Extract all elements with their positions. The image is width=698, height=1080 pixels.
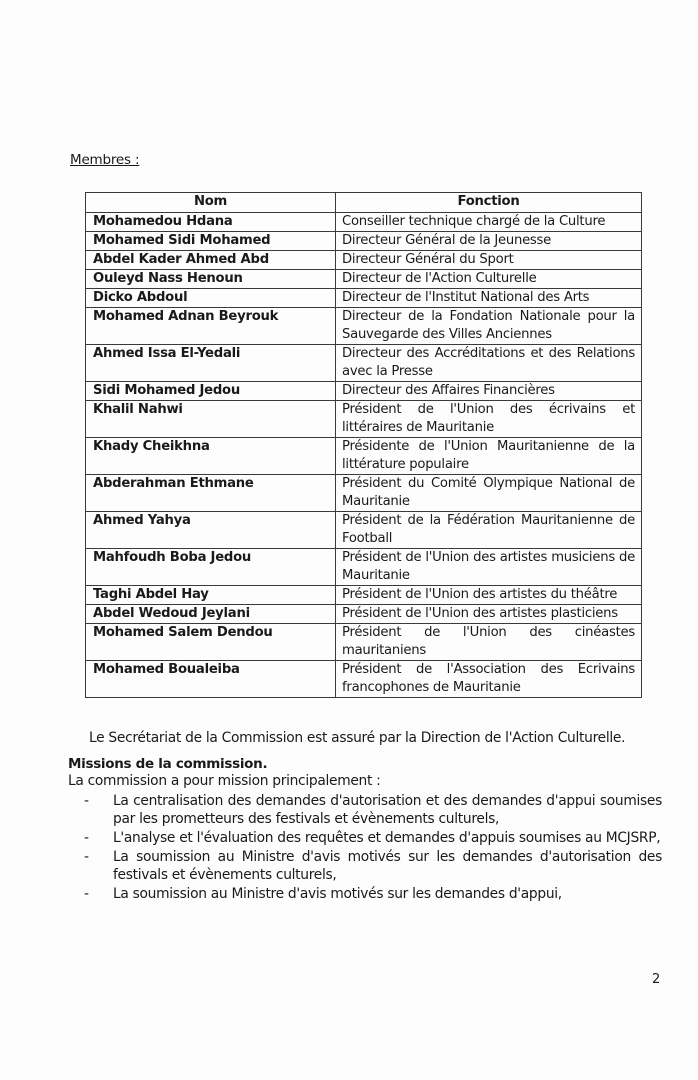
table-row — [86, 605, 642, 624]
mission-text: La soumission au Ministre d'avis motivés sur les demandes d'autorisation des festivals et évènements culturels, — [113, 849, 662, 883]
table-row — [86, 401, 642, 438]
member-name: Abderahman Ethmane — [86, 475, 336, 512]
member-function: Directeur des Affaires Financières — [336, 382, 642, 401]
table-row — [86, 438, 642, 475]
member-name: Khady Cheikhna — [86, 438, 336, 475]
dash-bullet-icon: - — [84, 793, 89, 809]
member-name: Mohamed Adnan Beyrouk — [86, 308, 336, 345]
member-name: Ahmed Issa El-Yedali — [86, 345, 336, 382]
member-function: Président de l'Union des artistes plasticiens — [336, 605, 642, 624]
table-row — [86, 512, 642, 549]
member-function: Président du Comité Olympique National de Mauritanie — [336, 475, 642, 512]
table-row — [86, 270, 642, 289]
dash-bullet-icon: - — [84, 830, 89, 846]
table-row — [86, 624, 642, 661]
table-row — [86, 661, 642, 698]
column-header-fonction: Fonction — [336, 193, 642, 213]
member-function: Président de l'Union des cinéastes mauritaniens — [336, 624, 642, 661]
table-row — [86, 382, 642, 401]
member-function: Directeur de la Fondation Nationale pour la Sauvegarde des Villes Anciennes — [336, 308, 642, 345]
list-item — [84, 848, 662, 884]
member-name: Ouleyd Nass Henoun — [86, 270, 336, 289]
member-name: Abdel Kader Ahmed Abd — [86, 251, 336, 270]
members-heading: Membres : — [70, 152, 140, 168]
member-function: Président de l'Association des Ecrivains francophones de Mauritanie — [336, 661, 642, 698]
member-function: Président de l'Union des artistes musiciens de Mauritanie — [336, 549, 642, 586]
member-name: Dicko Abdoul — [86, 289, 336, 308]
column-header-nom: Nom — [86, 193, 336, 213]
member-name: Taghi Abdel Hay — [86, 586, 336, 605]
table-row — [86, 251, 642, 270]
missions-intro: La commission a pour mission principalement : — [68, 773, 381, 789]
member-name: Mohamed Salem Dendou — [86, 624, 336, 661]
list-item — [84, 885, 662, 903]
missions-list — [84, 792, 662, 904]
member-function: Directeur Général du Sport — [336, 251, 642, 270]
list-item — [84, 792, 662, 828]
member-name: Mahfoudh Boba Jedou — [86, 549, 336, 586]
member-function: Président de l'Union des écrivains et littéraires de Mauritanie — [336, 401, 642, 438]
members-table — [85, 192, 642, 698]
table-row — [86, 213, 642, 232]
table-row — [86, 289, 642, 308]
page-number: 2 — [652, 972, 661, 987]
member-name: Mohamed Sidi Mohamed — [86, 232, 336, 251]
table-row — [86, 345, 642, 382]
member-function: Directeur de l'Institut National des Arts — [336, 289, 642, 308]
table-row — [86, 586, 642, 605]
list-item — [84, 829, 662, 847]
mission-text: L'analyse et l'évaluation des requêtes et demandes d'appuis soumises au MCJSRP, — [113, 830, 661, 846]
table-row — [86, 475, 642, 512]
member-name: Abdel Wedoud Jeylani — [86, 605, 336, 624]
table-row — [86, 308, 642, 345]
member-name: Sidi Mohamed Jedou — [86, 382, 336, 401]
dash-bullet-icon: - — [84, 849, 89, 865]
member-function: Directeur de l'Action Culturelle — [336, 270, 642, 289]
table-header-row — [86, 193, 642, 213]
member-function: Conseiller technique chargé de la Culture — [336, 213, 642, 232]
member-function: Directeur Général de la Jeunesse — [336, 232, 642, 251]
secretariat-paragraph: Le Secrétariat de la Commission est assuré par la Direction de l'Action Culturelle. — [89, 730, 626, 746]
member-name: Mohamedou Hdana — [86, 213, 336, 232]
missions-heading: Missions de la commission. — [68, 756, 268, 772]
member-name: Mohamed Boualeiba — [86, 661, 336, 698]
member-name: Ahmed Yahya — [86, 512, 336, 549]
member-name: Khalil Nahwi — [86, 401, 336, 438]
member-function: Président de l'Union des artistes du théâtre — [336, 586, 642, 605]
dash-bullet-icon: - — [84, 886, 89, 902]
member-function: Présidente de l'Union Mauritanienne de la littérature populaire — [336, 438, 642, 475]
member-function: Directeur des Accréditations et des Relations avec la Presse — [336, 345, 642, 382]
table-row — [86, 549, 642, 586]
table-row — [86, 232, 642, 251]
member-function: Président de la Fédération Mauritanienne de Football — [336, 512, 642, 549]
mission-text: La centralisation des demandes d'autorisation et des demandes d'appui soumises par les prometteurs des festivals et évènements culturels, — [113, 793, 662, 827]
mission-text: La soumission au Ministre d'avis motivés sur les demandes d'appui, — [113, 886, 562, 902]
